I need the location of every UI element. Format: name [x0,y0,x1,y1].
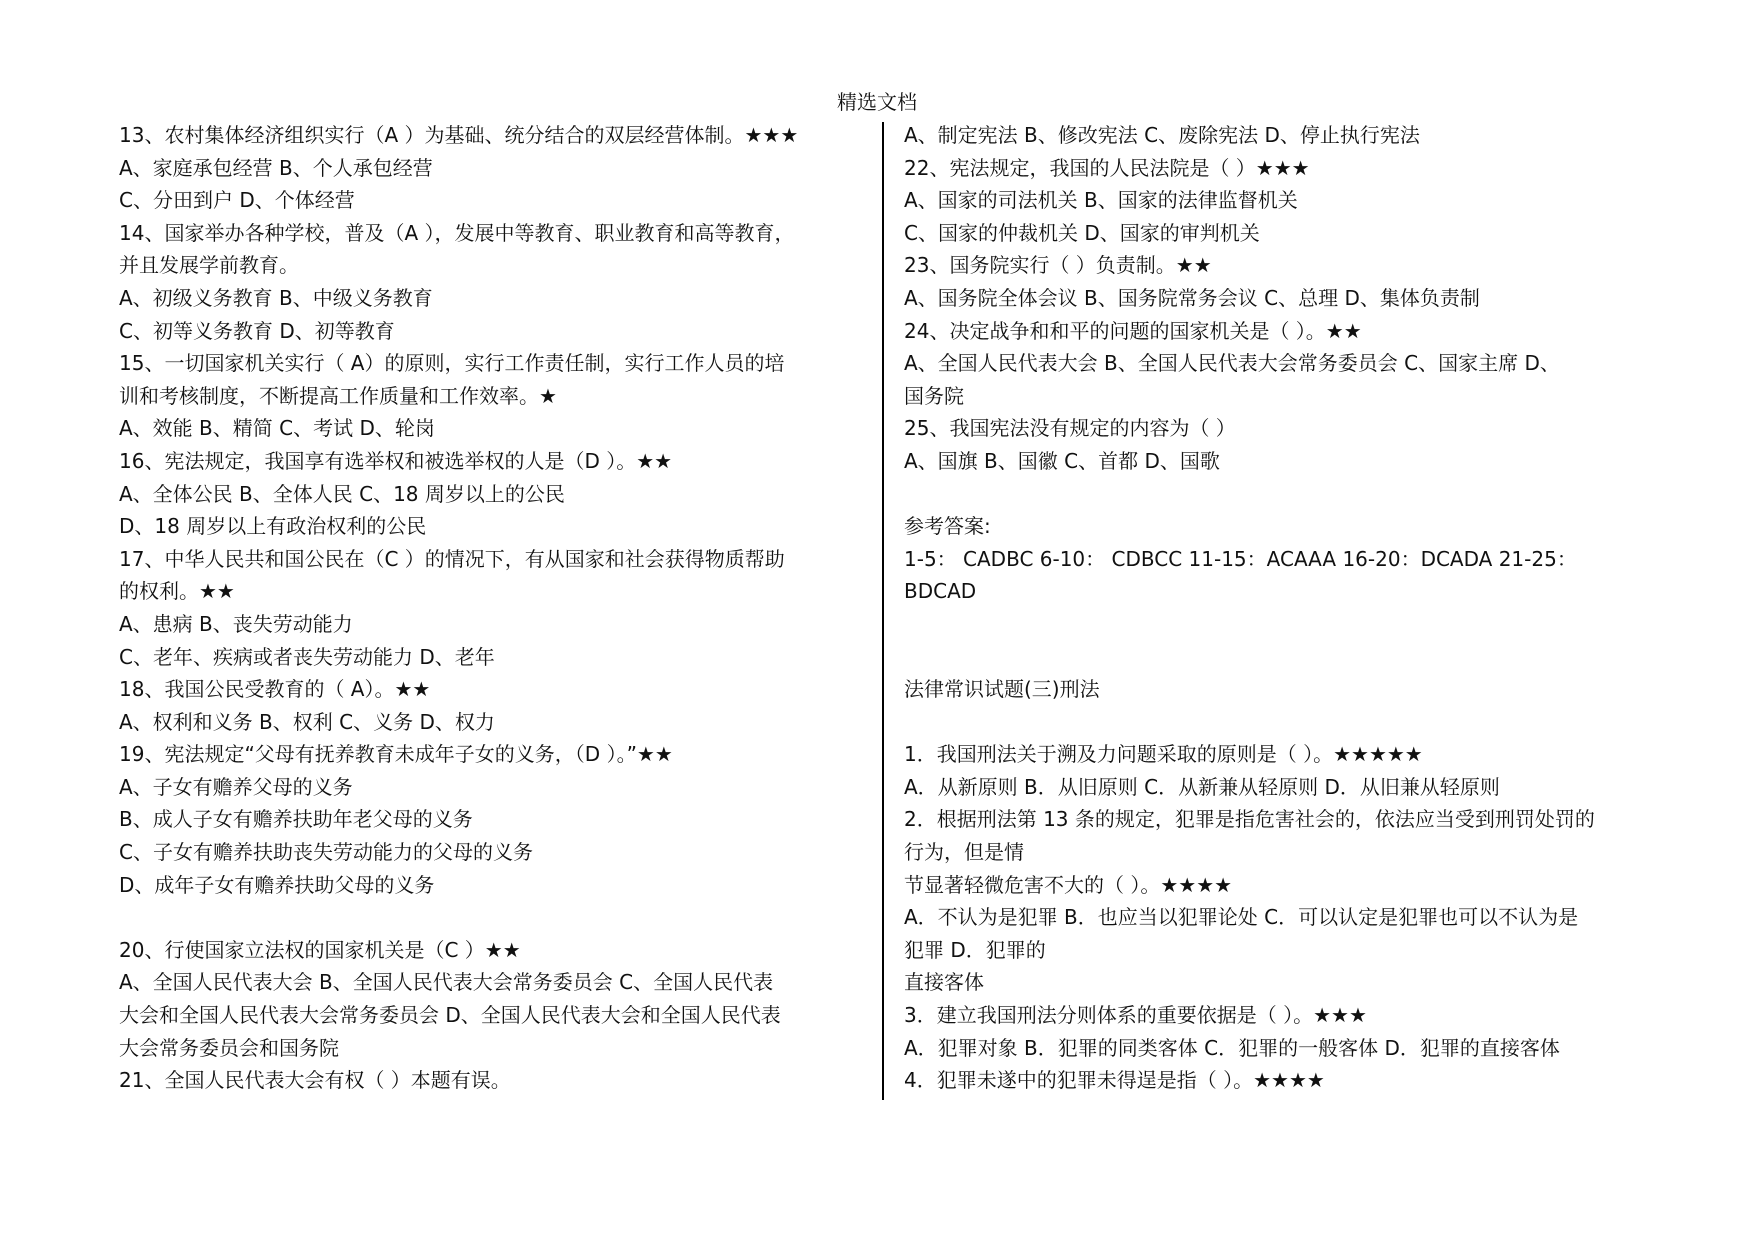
text-line: A、患病 B、丧失劳动能力 [119,611,353,636]
text-line: 1．我国刑法关于溯及力问题采取的原则是（ ）。★★★★★ [904,742,1423,767]
text-line: C、初等义务教育 D、初等教育 [119,318,395,343]
text-line: 24、决定战争和和平的问题的国家机关是（ ）。★★ [904,318,1362,343]
text-line: A、家庭承包经营 B、个人承包经营 [119,155,433,180]
text-line: D、18 周岁以上有政治权利的公民 [119,514,427,539]
text-line: 直接客体 [904,970,984,995]
text-line: BDCAD [904,579,977,604]
text-line: A、国旗 B、国徽 C、首都 D、国歌 [904,448,1220,473]
column-divider [882,122,884,1100]
text-line: C、子女有赡养扶助丧失劳动能力的父母的义务 [119,840,533,865]
text-line: 17、中华人民共和国公民在（C ）的情况下，有从国家和社会获得物质帮助 [119,546,785,571]
text-line: 15、一切国家机关实行（ A）的原则，实行工作责任制，实行工作人员的培 [119,351,785,376]
text-line: 21、全国人民代表大会有权（ ）本题有误。 [119,1068,511,1093]
text-line: A、效能 B、精简 C、考试 D、轮岗 [119,416,435,441]
text-line: 25、我国宪法没有规定的内容为（ ） [904,416,1236,441]
text-line [904,706,1644,739]
text-line: A．不认为是犯罪 B．也应当以犯罪论处 C．可以认定是犯罪也可以不认为是 [904,905,1579,930]
text-line: 大会和全国人民代表大会常务委员会 D、全国人民代表大会和全国人民代表 [119,1003,781,1028]
text-line: 行为，但是情 [904,840,1024,865]
text-line: 4．犯罪未遂中的犯罪未得逞是指（ ）。★★★★ [904,1068,1325,1093]
text-line: A、国务院全体会议 B、国务院常务会议 C、总理 D、集体负责制 [904,285,1480,310]
text-line [119,901,871,934]
text-line: 20、行使国家立法权的国家机关是（C ）★★ [119,937,521,962]
text-line: 18、我国公民受教育的（ A）。★★ [119,677,431,702]
text-line: C、老年、疾病或者丧失劳动能力 D、老年 [119,644,495,669]
text-line: A、子女有赡养父母的义务 [119,774,353,799]
text-line: 19、宪法规定“父母有抚养教育未成年子女的义务，（D ）。”★★ [119,742,673,767]
text-line: A、全体公民 B、全体人民 C、18 周岁以上的公民 [119,481,565,506]
text-line: 节显著轻微危害不大的（ ）。★★★★ [904,872,1233,897]
text-line: A、制定宪法 B、修改宪法 C、废除宪法 D、停止执行宪法 [904,123,1420,147]
text-line: 国务院 [904,383,964,408]
text-line [904,608,1644,641]
text-line: C、分田到户 D、个体经营 [119,188,355,213]
page-header-title: 精选文档 [837,90,917,114]
text-line: 13、农村集体经济组织实行（A ）为基础、统分结合的双层经营体制。★★★ [119,123,799,147]
text-line: B、成人子女有赡养扶助年老父母的义务 [119,807,473,832]
text-line: 16、宪法规定，我国享有选举权和被选举权的人是（D ）。★★ [119,448,673,473]
text-line: 的权利。★★ [119,579,235,604]
text-line: D、成年子女有赡养扶助父母的义务 [119,872,435,897]
left-column [119,119,871,1097]
text-line [904,478,1644,511]
text-line: A、初级义务教育 B、中级义务教育 [119,285,433,310]
text-line: A、国家的司法机关 B、国家的法律监督机关 [904,188,1298,213]
text-line [904,641,1644,674]
right-column [904,119,1644,1097]
text-line: 法律常识试题(三)刑法 [904,677,1100,702]
text-line: 1-5： CADBC 6-10： CDBCC 11-15：ACAAA 16-20：DCADA 21-25： [904,546,1577,571]
text-line: 22、宪法规定，我国的人民法院是（ ）★★★ [904,155,1310,180]
text-line: 2．根据刑法第 13 条的规定，犯罪是指危害社会的，依法应当受到刑罚处罚的 [904,807,1595,832]
text-line: 参考答案: [904,514,991,539]
text-line: 犯罪 D．犯罪的 [904,937,1046,962]
text-line: 并且发展学前教育。 [119,253,299,278]
text-line: A、权利和义务 B、权利 C、义务 D、权力 [119,709,495,734]
text-line: 大会常务委员会和国务院 [119,1035,339,1060]
text-line: A．犯罪对象 B．犯罪的同类客体 C．犯罪的一般客体 D．犯罪的直接客体 [904,1035,1560,1060]
text-line: 14、国家举办各种学校，普及（A ），发展中等教育、职业教育和高等教育， [119,220,795,245]
text-line: 训和考核制度，不断提高工作质量和工作效率。★ [119,383,557,408]
text-line: A、全国人民代表大会 B、全国人民代表大会常务委员会 C、国家主席 D、 [904,351,1560,376]
text-line: A、全国人民代表大会 B、全国人民代表大会常务委员会 C、全国人民代表 [119,970,774,995]
text-line: 23、国务院实行（ ）负责制。★★ [904,253,1212,278]
text-line: C、国家的仲裁机关 D、国家的审判机关 [904,220,1260,245]
text-line: 3．建立我国刑法分则体系的重要依据是（ ）。★★★ [904,1003,1367,1028]
text-line: A．从新原则 B．从旧原则 C．从新兼从轻原则 D．从旧兼从轻原则 [904,774,1500,799]
